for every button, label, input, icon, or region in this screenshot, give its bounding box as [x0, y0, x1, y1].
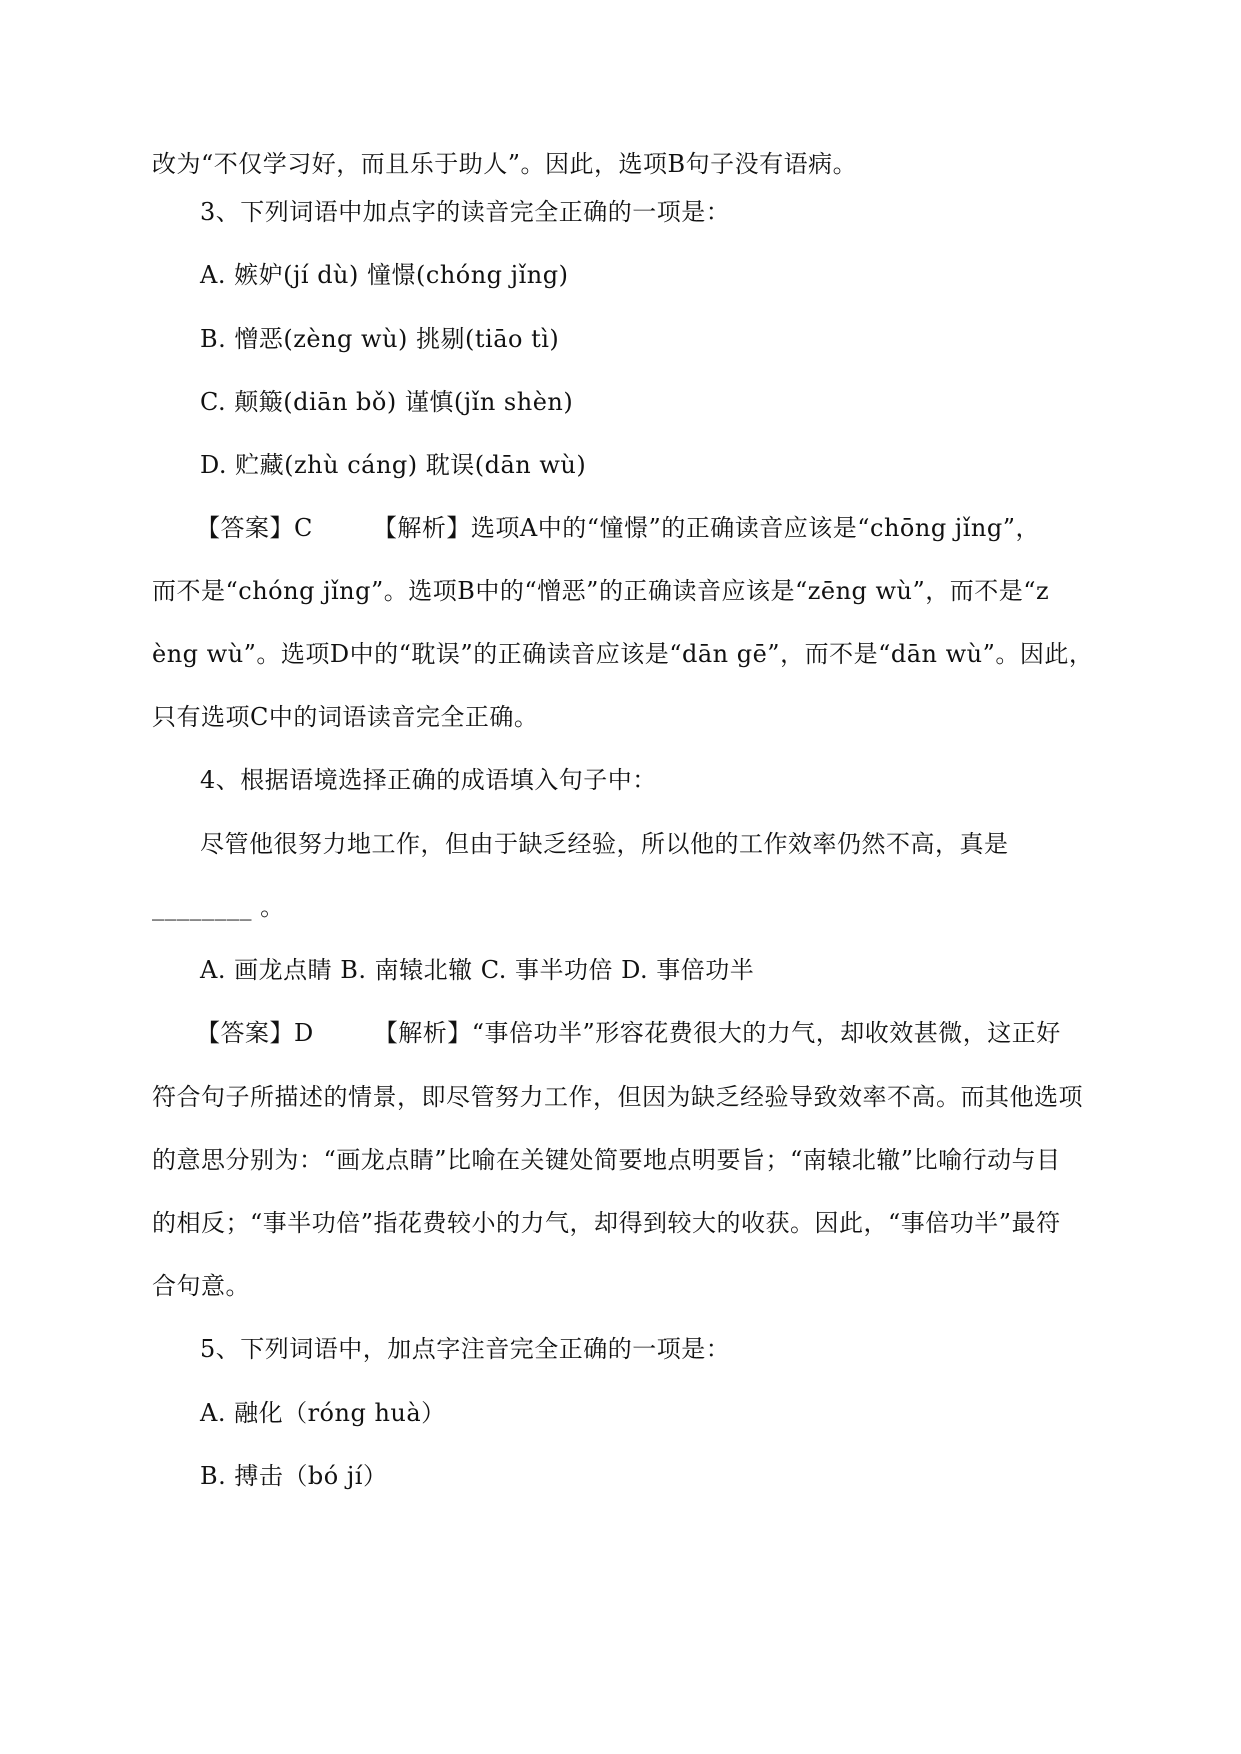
question-4-sentence: 尽管他很努力地工作，但由于缺乏经验，所以他的工作效率仍然不高，真是 [200, 830, 1009, 858]
question-5-stem: 5、下列词语中，加点字注音完全正确的一项是： [200, 1335, 731, 1363]
question-5-option-b: B. 搏击（bó jí） [200, 1462, 388, 1490]
question-5-option-a: A. 融化（róng huà） [200, 1399, 446, 1427]
analysis-text: 【解析】选项A中的“憧憬”的正确读音应该是“chōng jǐng”， [372, 514, 1041, 542]
paragraph-line: èng wù”。选项D中的“耽误”的正确读音应该是“dān gē”，而不是“dān wù”。因此， [152, 640, 1094, 668]
answer-label: 【答案】C [196, 514, 313, 542]
paragraph-line: 合句意。 [152, 1272, 250, 1300]
question-3-option-c: C. 颠簸(diān bǒ) 谨慎(jǐn shèn) [200, 388, 574, 416]
paragraph-line: 而不是“chóng jǐng”。选项B中的“憎恶”的正确读音应该是“zēng wù”，而不是“z [152, 577, 1050, 605]
paragraph-line: 改为“不仅学习好，而且乐于助人”。因此，选项B句子没有语病。 [152, 150, 858, 178]
question-3-option-a: A. 嫉妒(jí dù) 憧憬(chóng jǐng) [200, 261, 569, 289]
question-3-answer-line [196, 512, 1040, 544]
question-4-answer-line [196, 1017, 1061, 1049]
question-3-stem: 3、下列词语中加点字的读音完全正确的一项是： [200, 198, 731, 226]
question-4-stem: 4、根据语境选择正确的成语填入句子中： [200, 766, 657, 794]
question-4-blank: ________ 。 [152, 893, 285, 921]
question-3-option-d: D. 贮藏(zhù cáng) 耽误(dān wù) [200, 451, 587, 479]
analysis-text: 【解析】“事倍功半”形容花费很大的力气，却收效甚微，这正好 [373, 1019, 1061, 1047]
paragraph-line: 的意思分别为：“画龙点睛”比喻在关键处简要地点明要旨；“南辕北辙”比喻行动与目 [152, 1146, 1061, 1174]
paragraph-line: 的相反；“事半功倍”指花费较小的力气，却得到较大的收获。因此，“事倍功半”最符 [152, 1209, 1061, 1237]
question-3-option-b: B. 憎恶(zèng wù) 挑剔(tiāo tì) [200, 325, 560, 353]
paragraph-line: 符合句子所描述的情景，即尽管努力工作，但因为缺乏经验导致效率不高。而其他选项 [152, 1083, 1083, 1111]
question-4-options: A. 画龙点睛 B. 南辕北辙 C. 事半功倍 D. 事倍功半 [200, 956, 755, 984]
paragraph-line: 只有选项C中的词语读音完全正确。 [152, 703, 539, 731]
answer-label: 【答案】D [196, 1019, 314, 1047]
